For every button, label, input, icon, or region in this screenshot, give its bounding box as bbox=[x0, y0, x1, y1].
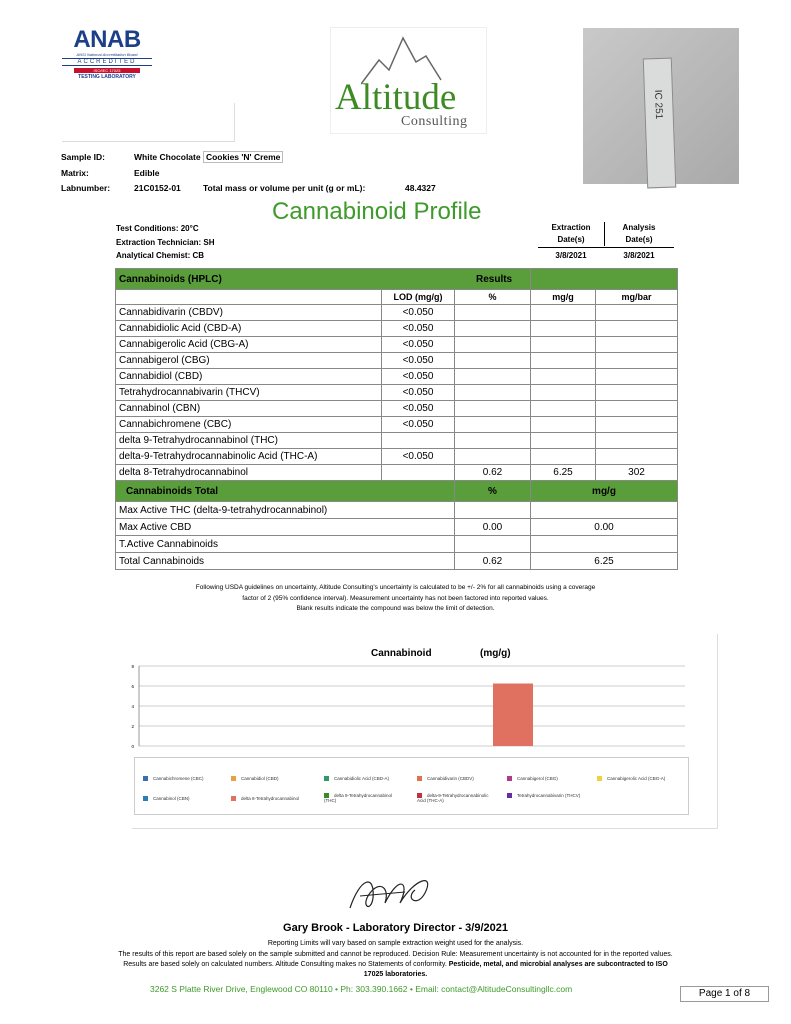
labnumber-value: 21C0152-01 bbox=[134, 183, 181, 193]
cell-name: Cannabidiol (CBD) bbox=[116, 369, 382, 385]
cell-pct bbox=[455, 401, 531, 417]
labnumber-label: Labnumber: bbox=[61, 183, 111, 193]
analytical-chemist: Analytical Chemist: CB bbox=[116, 251, 205, 260]
altitude-logo bbox=[330, 27, 487, 134]
cell-name: delta 9-Tetrahydrocannabinol (THC) bbox=[116, 433, 382, 449]
legend-item bbox=[507, 776, 587, 781]
column-header-row bbox=[116, 290, 678, 305]
legend-item bbox=[143, 796, 223, 801]
signature bbox=[345, 868, 445, 918]
table-header-row bbox=[116, 269, 678, 290]
cell-lod: <0.050 bbox=[382, 449, 455, 465]
cell-name: Cannabigerolic Acid (CBG-A) bbox=[116, 337, 382, 353]
table-row bbox=[116, 401, 678, 417]
extraction-technician: Extraction Technician: SH bbox=[116, 238, 215, 247]
total-name: Total Cannabinoids bbox=[116, 553, 455, 570]
analysis-header-2: Date(s) bbox=[625, 235, 653, 244]
footer-address: 3262 S Platte River Drive, Englewood CO 80110 • Ph: 303.390.1662 • Email: contact@AltitudeConsultingllc.com bbox=[150, 984, 573, 994]
legend-label: Cannabidivarin (CBDV) bbox=[427, 776, 474, 781]
cell-lod bbox=[382, 465, 455, 481]
legend-label: Cannabigerol (CBG) bbox=[517, 776, 558, 781]
cell-lod: <0.050 bbox=[382, 337, 455, 353]
table-row bbox=[116, 417, 678, 433]
date-underline bbox=[538, 247, 674, 248]
legend-label: Cannabinol (CBN) bbox=[153, 796, 190, 801]
total-pct: 0.00 bbox=[455, 519, 531, 536]
footer-note-3: Results are based solely on calculated numbers. Altitude Consulting makes no Statements of conformity. Pesticide, metal, and microbial analyses are subcontracted to ISO bbox=[123, 961, 668, 968]
total-name: Max Active THC (delta-9-tetrahydrocannabinol) bbox=[116, 502, 455, 519]
legend-label: delta 8-Tetrahydrocannabinol bbox=[241, 796, 300, 801]
director-signoff: Gary Brook - Laboratory Director - 3/9/2021 bbox=[283, 922, 508, 934]
test-conditions: Test Conditions: 20°C bbox=[116, 224, 199, 233]
blank-note: Blank results indicate the compound was below the limit of detection. bbox=[296, 605, 495, 612]
legend-item bbox=[324, 776, 404, 781]
legend-label: delta 9-Tetrahydrocannabinol (THC) bbox=[324, 793, 393, 804]
cell-lod: <0.050 bbox=[382, 305, 455, 321]
y-tick-label: 2 bbox=[131, 724, 134, 729]
cell-lod: <0.050 bbox=[382, 401, 455, 417]
y-tick-label: 6 bbox=[131, 684, 134, 689]
table-row bbox=[116, 369, 678, 385]
totals-mgg-header: mg/g bbox=[531, 481, 678, 502]
mass-label: Total mass or volume per unit (g or mL): bbox=[203, 183, 366, 193]
legend-label: Cannabigerolic Acid (CBG-A) bbox=[607, 776, 666, 781]
totals-row bbox=[116, 502, 678, 519]
cell-lod: <0.050 bbox=[382, 385, 455, 401]
col-lod: LOD (mg/g) bbox=[382, 290, 455, 305]
cell-mgg bbox=[531, 337, 596, 353]
results-table bbox=[115, 268, 678, 570]
anab-board: ANSI National Accreditation Board bbox=[76, 52, 138, 57]
footer-note-2: The results of this report are based solely on the sample submitted and cannot be reproduced. Decision Rule: Measurement uncertainty is not accounted for in the reported values. bbox=[118, 951, 673, 958]
total-mgg: 6.25 bbox=[531, 553, 678, 570]
cell-pct bbox=[455, 353, 531, 369]
table-row bbox=[116, 321, 678, 337]
anab-wordmark: ANAB bbox=[73, 26, 141, 53]
altitude-sub: Consulting bbox=[401, 114, 468, 129]
cell-name: Cannabichromene (CBC) bbox=[116, 417, 382, 433]
legend-label: Cannabichromene (CBC) bbox=[153, 776, 204, 781]
logo-divider bbox=[62, 103, 235, 142]
y-tick-label: 4 bbox=[131, 704, 134, 709]
anab-testing: TESTING LABORATORY bbox=[78, 74, 136, 80]
extraction-header-1: Extraction bbox=[551, 223, 591, 232]
cell-pct bbox=[455, 369, 531, 385]
cell-mgbar bbox=[596, 401, 678, 417]
total-pct bbox=[455, 502, 531, 519]
cell-name: delta 8-Tetrahydrocannabinol bbox=[116, 465, 382, 481]
y-tick-label: 0 bbox=[131, 744, 134, 749]
matrix-label: Matrix: bbox=[61, 168, 89, 178]
total-pct bbox=[455, 536, 531, 553]
anab-accredited: ACCREDITED bbox=[62, 58, 152, 66]
cell-mgg bbox=[531, 385, 596, 401]
altitude-name: Altitude bbox=[335, 77, 457, 118]
table-row bbox=[116, 385, 678, 401]
legend-label: Tetrahydrocannabivarin (THCV) bbox=[517, 793, 581, 798]
legend-swatch bbox=[231, 796, 236, 801]
chart-legend bbox=[134, 757, 689, 815]
legend-label: Cannabidiol (CBD) bbox=[241, 776, 279, 781]
cell-pct bbox=[455, 305, 531, 321]
cell-mgbar bbox=[596, 369, 678, 385]
legend-item bbox=[507, 793, 587, 798]
uncertainty-note-1: Following USDA guidelines on uncertainty, Altitude Consulting's uncertainty is calculated to be +/- 2% for all cannabinoids using a coverage bbox=[195, 584, 596, 591]
cell-mgbar bbox=[596, 337, 678, 353]
col-pct: % bbox=[455, 290, 531, 305]
total-mgg: 0.00 bbox=[531, 519, 678, 536]
legend-swatch bbox=[143, 776, 148, 781]
cell-name: Cannabigerol (CBG) bbox=[116, 353, 382, 369]
anab-logo bbox=[62, 28, 152, 102]
cell-mgg bbox=[531, 369, 596, 385]
legend-swatch bbox=[324, 776, 329, 781]
total-mgg bbox=[531, 536, 678, 553]
cell-mgg bbox=[531, 305, 596, 321]
footer-note-1: Reporting Limits will vary based on sample extraction weight used for the analysis. bbox=[267, 940, 524, 947]
totals-header-row bbox=[116, 481, 678, 502]
cell-pct bbox=[455, 433, 531, 449]
sample-packet bbox=[643, 58, 677, 189]
totals-header: Cannabinoids Total bbox=[116, 481, 455, 502]
cell-mgg bbox=[531, 321, 596, 337]
cell-pct bbox=[455, 417, 531, 433]
sample-id-b: Cookies 'N' Creme bbox=[203, 151, 283, 163]
cell-mgbar bbox=[596, 353, 678, 369]
cell-mgbar bbox=[596, 433, 678, 449]
date-divider bbox=[604, 222, 605, 246]
col-mgg: mg/g bbox=[531, 290, 596, 305]
analysis-header-1: Analysis bbox=[622, 223, 656, 232]
cell-lod: <0.050 bbox=[382, 369, 455, 385]
cell-mgg: 6.25 bbox=[531, 465, 596, 481]
table-row bbox=[116, 337, 678, 353]
total-pct: 0.62 bbox=[455, 553, 531, 570]
total-name: T.Active Cannabinoids bbox=[116, 536, 455, 553]
legend-label: delta-9-Tetrahydrocannabinolic Acid (THC-A) bbox=[417, 793, 489, 804]
table-row bbox=[116, 449, 678, 465]
chart-unit: (mg/g) bbox=[480, 648, 511, 659]
footer-note-4: 17025 laboratories. bbox=[363, 971, 428, 978]
cell-pct bbox=[455, 385, 531, 401]
total-name: Max Active CBD bbox=[116, 519, 455, 536]
page-title: Cannabinoid Profile bbox=[272, 198, 482, 225]
cell-name: delta-9-Tetrahydrocannabinolic Acid (THC-A) bbox=[116, 449, 382, 465]
table-row bbox=[116, 433, 678, 449]
cell-mgbar bbox=[596, 305, 678, 321]
cell-lod bbox=[382, 433, 455, 449]
legend-swatch bbox=[597, 776, 602, 781]
cell-mgbar: 302 bbox=[596, 465, 678, 481]
legend-swatch bbox=[507, 793, 512, 798]
sample-id-a: White Chocolate bbox=[134, 152, 201, 162]
total-mgg bbox=[531, 502, 678, 519]
mass-value: 48.4327 bbox=[405, 183, 436, 193]
legend-swatch bbox=[417, 776, 422, 781]
matrix-value: Edible bbox=[134, 168, 160, 178]
cell-lod: <0.050 bbox=[382, 321, 455, 337]
table-row bbox=[116, 353, 678, 369]
cell-pct: 0.62 bbox=[455, 465, 531, 481]
cell-name: Cannabidiolic Acid (CBD-A) bbox=[116, 321, 382, 337]
cell-mgg bbox=[531, 433, 596, 449]
y-tick-label: 8 bbox=[131, 664, 134, 669]
sample-id-label: Sample ID: bbox=[61, 152, 105, 162]
packet-label: IC 251 bbox=[652, 89, 665, 120]
cell-mgg bbox=[531, 417, 596, 433]
legend-label: Cannabidiolic Acid (CBD-A) bbox=[334, 776, 390, 781]
extraction-header-2: Date(s) bbox=[557, 235, 585, 244]
totals-row bbox=[116, 536, 678, 553]
table-row bbox=[116, 465, 678, 481]
header-results: Results bbox=[531, 269, 678, 290]
cell-mgbar bbox=[596, 321, 678, 337]
cell-mgg bbox=[531, 353, 596, 369]
sample-photo bbox=[583, 28, 739, 184]
cell-mgbar bbox=[596, 417, 678, 433]
anab-standard: ISO/IEC 17025 bbox=[74, 68, 140, 73]
page-number: Page 1 of 8 bbox=[680, 986, 769, 1002]
chart-title: Cannabinoid bbox=[371, 648, 432, 659]
cell-mgbar bbox=[596, 449, 678, 465]
cell-mgbar bbox=[596, 385, 678, 401]
header-cannabinoids: Cannabinoids (HPLC) bbox=[116, 269, 531, 290]
col-blank bbox=[116, 290, 382, 305]
cell-pct bbox=[455, 449, 531, 465]
cell-lod: <0.050 bbox=[382, 353, 455, 369]
legend-swatch bbox=[507, 776, 512, 781]
cell-pct bbox=[455, 337, 531, 353]
totals-pct-header: % bbox=[455, 481, 531, 502]
sample-id-value bbox=[134, 152, 283, 162]
chart-bar bbox=[493, 684, 533, 747]
totals-row bbox=[116, 519, 678, 536]
legend-swatch bbox=[143, 796, 148, 801]
table-row bbox=[116, 305, 678, 321]
totals-row bbox=[116, 553, 678, 570]
legend-item bbox=[231, 776, 311, 781]
legend-item bbox=[231, 796, 311, 801]
cell-lod: <0.050 bbox=[382, 417, 455, 433]
cannabinoid-chart bbox=[125, 660, 690, 755]
legend-item bbox=[417, 776, 497, 781]
analysis-date: 3/8/2021 bbox=[623, 251, 655, 260]
legend-item bbox=[324, 793, 404, 803]
extraction-date: 3/8/2021 bbox=[555, 251, 587, 260]
cell-mgg bbox=[531, 449, 596, 465]
cell-pct bbox=[455, 321, 531, 337]
uncertainty-note-2: factor of 2 (95% confidence interval). Measurement uncertainty has not been factored into reported values. bbox=[242, 595, 549, 602]
cell-name: Cannabidivarin (CBDV) bbox=[116, 305, 382, 321]
col-mgbar: mg/bar bbox=[596, 290, 678, 305]
legend-item bbox=[597, 776, 677, 781]
legend-swatch bbox=[231, 776, 236, 781]
legend-item bbox=[143, 776, 223, 781]
cell-mgg bbox=[531, 401, 596, 417]
cell-name: Tetrahydrocannabivarin (THCV) bbox=[116, 385, 382, 401]
legend-item bbox=[417, 793, 497, 803]
cell-name: Cannabinol (CBN) bbox=[116, 401, 382, 417]
